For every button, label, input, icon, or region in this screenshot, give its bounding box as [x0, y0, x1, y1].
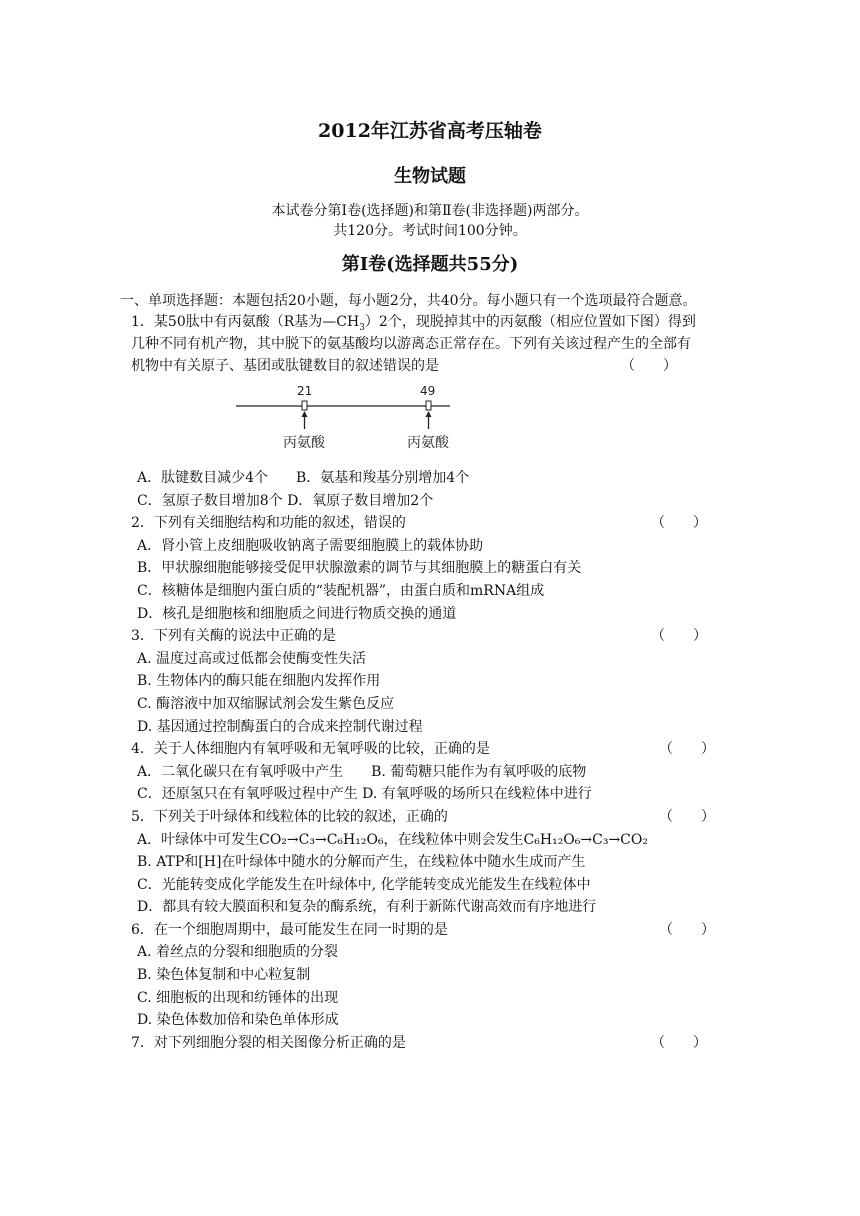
q1-options-ab: A．肽键数目减少4个 B．氨基和羧基分别增加4个 [137, 470, 470, 486]
q6-stem: 6．在一个细胞周期中，最可能发生在同一时期的是 [131, 922, 448, 938]
q2-stem: 2．下列有关细胞结构和功能的叙述，错误的 [131, 515, 406, 531]
q5-option-a: A．叶绿体中可发生CO₂→C₃→C₆H₁₂O₆，在线粒体中则会发生C₆H₁₂O₆→C₃→CO₂ [137, 832, 648, 848]
intro-line-1: 本试卷分第Ⅰ卷(选择题)和第Ⅱ卷(非选择题)两部分。 [271, 203, 589, 219]
q4-options-cd: C．还原氢只在有氧呼吸过程中产生 D. 有氧呼吸的场所只在线粒体中进行 [137, 786, 592, 802]
q1-stem-text-b: ）2个，现脱掉其中的丙氨酸（相应位置如下图）得到 [364, 314, 696, 330]
alanine-site-21 [302, 401, 307, 410]
section-title: 第Ⅰ卷(选择题共55分) [341, 254, 519, 275]
alanine-label-b: 丙氨酸 [407, 435, 449, 451]
q5-answer-blank: （ ） [659, 809, 715, 825]
arrowhead-49-icon [426, 411, 432, 417]
peptide-chain-svg [232, 382, 454, 454]
q5-option-b: B. ATP和[H]在叶绿体中随水的分解而产生，在线粒体中随水生成而产生 [137, 854, 586, 870]
q1-answer-blank: （ ） [621, 358, 677, 374]
q1-stem-subscript: 3 [359, 322, 365, 333]
q1-stem-text-a: 1．某50肽中有丙氨酸（R基为—CH [131, 314, 360, 330]
q3-option-d: D. 基因通过控制酶蛋白的合成来控制代谢过程 [137, 719, 423, 735]
q1-options-cd: C．氢原子数目增加8个 D．氧原子数目增加2个 [137, 493, 434, 509]
q6-option-c: C. 细胞板的出现和纺锤体的出现 [137, 990, 339, 1006]
q3-option-c: C. 酶溶液中加双缩脲试剂会发生紫色反应 [137, 696, 395, 712]
position-label-21: 21 [297, 384, 313, 398]
q2-option-c: C．核糖体是细胞内蛋白质的“装配机器”，由蛋白质和mRNA组成 [137, 583, 545, 599]
page-title: 2012年江苏省高考压轴卷 [318, 120, 542, 142]
q4-answer-blank: （ ） [659, 741, 715, 757]
q3-option-a: A. 温度过高或过低都会使酶变性失活 [137, 651, 367, 667]
q2-answer-blank: （ ） [651, 515, 707, 531]
page-subtitle: 生物试题 [394, 166, 466, 187]
q4-options-ab: A．二氧化碳只在有氧呼吸中产生 B. 葡萄糖只能作为有氧呼吸的底物 [137, 764, 587, 780]
position-label-49: 49 [420, 384, 436, 398]
instructions: 一、单项选择题：本题包括20小题，每小题2分，共40分。每小题只有一个选项最符合题意。 [120, 293, 697, 309]
q3-answer-blank: （ ） [651, 628, 707, 644]
q1-peptide-diagram [232, 382, 454, 454]
q7-answer-blank: （ ） [651, 1035, 707, 1051]
alanine-site-49 [426, 401, 431, 410]
q5-option-c: C．光能转变成化学能发生在叶绿体中, 化学能转变成光能发生在线粒体中 [137, 877, 591, 893]
q6-option-d: D. 染色体数加倍和染色单体形成 [137, 1012, 339, 1028]
q5-stem: 5．下列关于叶绿体和线粒体的比较的叙述，正确的 [131, 809, 448, 825]
q1-stem-line-1 [131, 311, 696, 333]
q2-option-a: A．肾小管上皮细胞吸收钠离子需要细胞膜上的载体协助 [137, 538, 484, 554]
q6-answer-blank: （ ） [659, 922, 715, 938]
q1-stem-line-3: 机物中有关原子、基团或肽键数目的叙述错误的是 [131, 358, 439, 374]
q1-stem-line-2: 几种不同有机产物，其中脱下的氨基酸均以游离态正常存在。下列有关该过程产生的全部有 [131, 336, 691, 352]
q4-stem: 4．关于人体细胞内有氧呼吸和无氧呼吸的比较，正确的是 [131, 741, 490, 757]
q6-option-a: A. 着丝点的分裂和细胞质的分裂 [137, 944, 339, 960]
q3-option-b: B. 生物体内的酶只能在细胞内发挥作用 [137, 673, 381, 689]
q2-option-d: D．核孔是细胞核和细胞质之间进行物质交换的通道 [137, 606, 457, 622]
q3-stem: 3．下列有关酶的说法中正确的是 [131, 628, 336, 644]
q2-option-b: B．甲状腺细胞能够接受促甲状腺激素的调节与其细胞膜上的糖蛋白有关 [137, 560, 582, 576]
q6-option-b: B. 染色体复制和中心粒复制 [137, 967, 311, 983]
alanine-label-a: 丙氨酸 [283, 435, 325, 451]
q5-option-d: D．都具有较大膜面积和复杂的酶系统，有利于新陈代谢高效而有序地进行 [137, 899, 597, 915]
arrowhead-21-icon [302, 411, 308, 417]
q7-stem: 7．对下列细胞分裂的相关图像分析正确的是 [131, 1035, 406, 1051]
intro-line-2: 共120分。考试时间100分钟。 [333, 223, 527, 239]
